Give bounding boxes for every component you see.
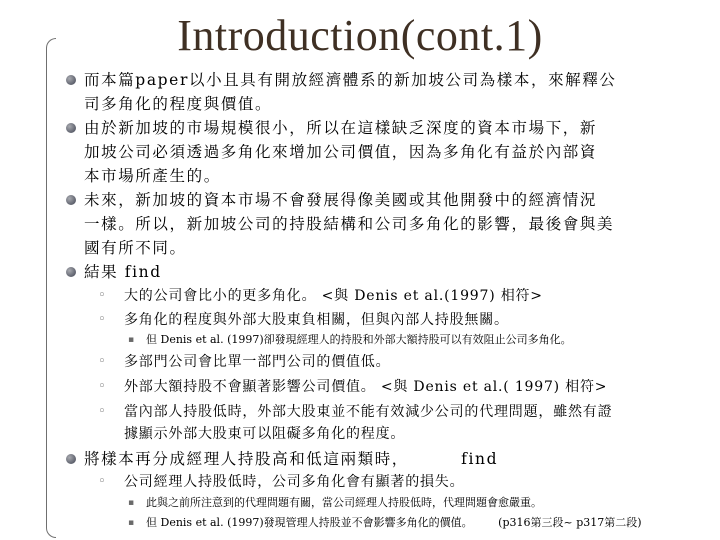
note-text: 但 Denis et al. (1997)發現管理人持股並不會影響多角化的價值。 — [146, 516, 473, 529]
filled-circle-bullet-icon — [66, 75, 76, 85]
page-reference: (p316第三段~ p317第二段) — [498, 516, 642, 529]
bullet-text: 未來，新加坡的資本市場不會發展得像美國或其他開發中的經濟情況 — [84, 191, 598, 209]
bullet-text: 司多角化的程度與價值。 — [84, 95, 273, 113]
note-item-1 — [128, 331, 702, 349]
bullet-item-1-line-2 — [84, 92, 702, 116]
bullet-item-5 — [84, 447, 702, 471]
bullet-text: 而本篇paper以小且具有開放經濟體系的新加坡公司為樣本，來解釋公 — [84, 71, 617, 89]
finding-item-2 — [98, 309, 702, 331]
filled-circle-bullet-icon — [66, 454, 76, 464]
square-bullet-icon: ▪ — [128, 518, 135, 528]
bullet-text: 結果 find — [84, 263, 162, 281]
bullet-text: 加坡公司必須透過多角化來增加公司價值，因為多角化有益於內部資 — [84, 143, 598, 161]
finding-item-5-line-1 — [98, 401, 702, 423]
square-bullet-icon: ▪ — [128, 335, 135, 345]
bullet-item-2-line-1 — [84, 116, 702, 140]
bullet-item-2-line-2 — [84, 140, 702, 164]
hollow-circle-bullet-icon: ◦ — [98, 312, 107, 327]
hollow-circle-bullet-icon: ◦ — [98, 379, 107, 394]
hollow-circle-bullet-icon: ◦ — [98, 474, 107, 489]
finding-text: 多角化的程度與外部大股東負相關，但與內部人持股無關。 — [124, 312, 509, 328]
bullet-item-3-line-3 — [84, 236, 702, 260]
filled-circle-bullet-icon — [66, 195, 76, 205]
finding-item-3 — [98, 351, 702, 373]
note-item-3 — [128, 514, 702, 532]
square-bullet-icon: ▪ — [128, 498, 135, 508]
bullet-text: 國有所不同。 — [84, 239, 187, 257]
bullet-item-3-line-1 — [84, 188, 702, 212]
bullet-text: 本市場所產生的。 — [84, 167, 221, 185]
bullet-item-4 — [84, 260, 702, 284]
finding-text: 據顯示外部大股東可以阻礙多角化的程度。 — [124, 426, 406, 442]
note-text: 此與之前所注意到的代理問題有關，當公司經理人持股低時，代理問題會愈嚴重。 — [146, 496, 542, 509]
finding-item-6 — [98, 471, 702, 493]
bullet-item-3-line-2 — [84, 212, 702, 236]
bullet-text: 一樣。所以，新加坡公司的持股結構和公司多角化的影響，最後會與美 — [84, 215, 615, 233]
finding-text: 多部門公司會比單一部門公司的價值低。 — [124, 354, 391, 370]
finding-item-5-line-2 — [124, 423, 702, 445]
finding-item-4 — [98, 376, 702, 398]
hollow-circle-bullet-icon: ◦ — [98, 354, 107, 369]
hollow-circle-bullet-icon: ◦ — [98, 404, 107, 419]
note-text: 但 Denis et al. (1997)卻發現經理人的持股和外部大額持股可以有效阻止公司多角化。 — [146, 333, 572, 346]
finding-text: 外部大額持股不會顯著影響公司價值。 <與 Denis et al.( 1997) 相符> — [124, 379, 608, 395]
finding-text: 當內部人持股低時，外部大股東並不能有效減少公司的代理問題，雖然有證 — [124, 404, 613, 420]
slide-title: Introduction(cont.1) — [177, 11, 543, 60]
filled-circle-bullet-icon — [66, 267, 76, 277]
finding-item-1 — [98, 285, 702, 307]
note-item-2 — [128, 494, 702, 512]
hollow-circle-bullet-icon: ◦ — [98, 288, 107, 303]
bullet-item-1-line-1 — [84, 68, 702, 92]
filled-circle-bullet-icon — [66, 123, 76, 133]
bullet-item-2-line-3 — [84, 164, 702, 188]
bullet-text: 將樣本再分成經理人持股高和低這兩類時， find — [84, 450, 499, 468]
bullet-text: 由於新加坡的市場規模很小，所以在這樣缺乏深度的資本市場下，新 — [84, 119, 598, 137]
finding-text: 大的公司會比小的更多角化。 <與 Denis et al.(1997) 相符> — [124, 288, 543, 304]
finding-text: 公司經理人持股低時，公司多角化會有顯著的損失。 — [124, 474, 465, 490]
